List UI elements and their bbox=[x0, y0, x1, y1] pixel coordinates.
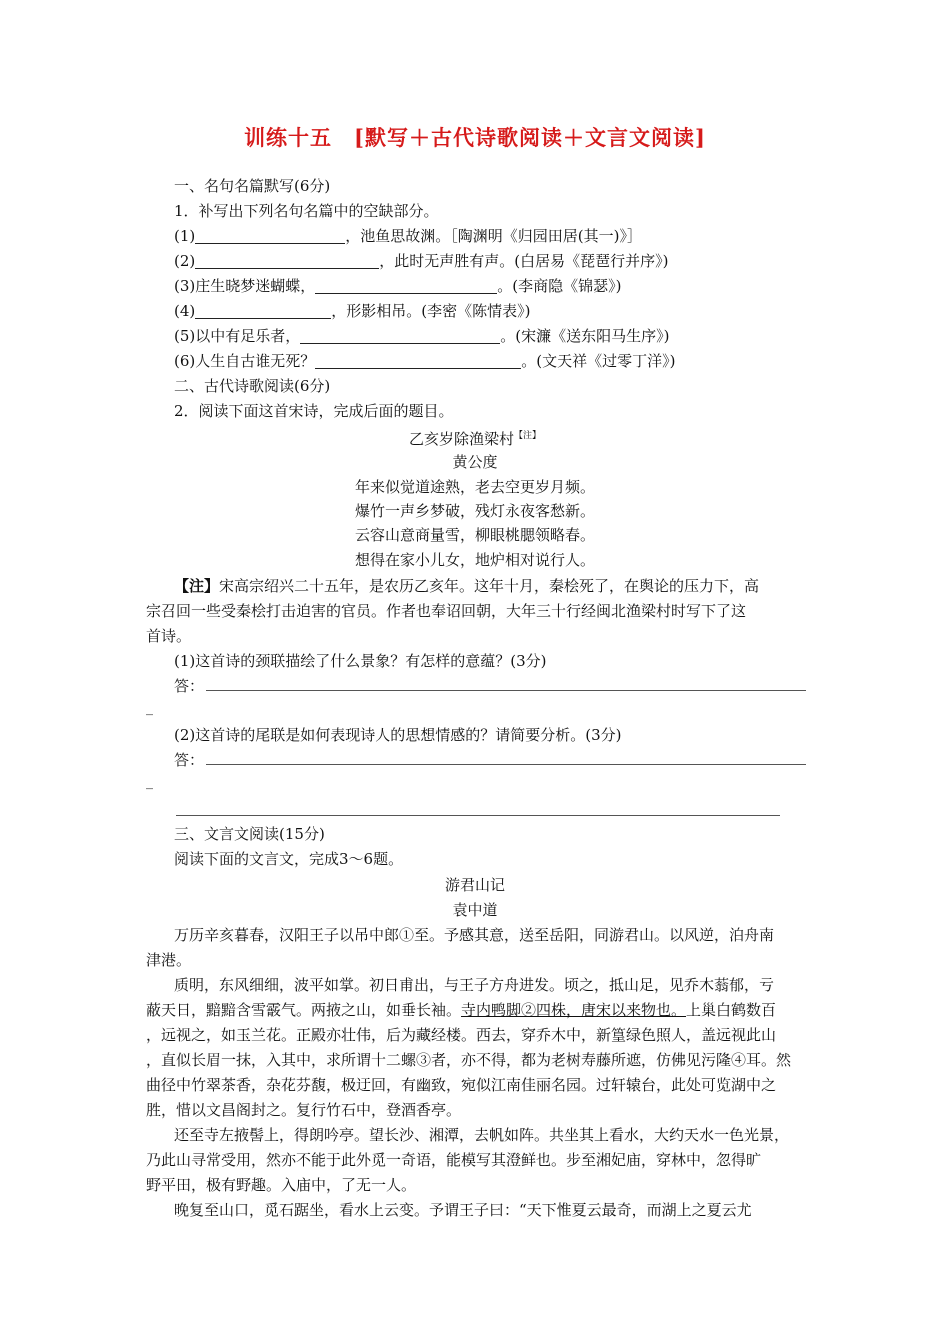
fill-blank-3[interactable] bbox=[315, 278, 497, 294]
poem-author: 黄公度 bbox=[452, 453, 498, 471]
fill-item-2-post: ，此时无声胜有声。(白居易《琵琶行并序》) bbox=[379, 252, 669, 270]
para-4-line-1: 晚复至山口，觅石踞坐，看水上云变。予谓王子曰：“天下惟夏云最奇，而湖上之夏云尤 bbox=[174, 1201, 752, 1219]
poem-title-text: 乙亥岁除渔梁村 bbox=[408, 430, 514, 448]
underlined-sentence: 寺内鸭脚②四株，唐宋以来物也。 bbox=[461, 1001, 687, 1019]
answer-line-2[interactable] bbox=[206, 764, 806, 765]
sub-question-1: (1)这首诗的颈联描绘了什么景象？有怎样的意蕴？(3分) bbox=[174, 652, 547, 670]
page-title: 训练十五 [默写＋古代诗歌阅读＋文言文阅读] bbox=[244, 125, 706, 150]
poem-line-1: 年来似觉道途熟，老去空更岁月频。 bbox=[354, 478, 595, 496]
para-2-line-1: 质明，东风细细，波平如掌。初日甫出，与王子方舟进发。顷之，抵山足，见乔木蓊郁，亏 bbox=[174, 976, 775, 994]
fill-item-4-pre: (4) bbox=[174, 302, 196, 320]
fill-item-3-pre: (3)庄生晓梦迷蝴蝶， bbox=[174, 277, 316, 295]
fill-blank-1[interactable] bbox=[195, 228, 345, 244]
para-2-line-3: ，远视之，如玉兰花。正殿亦壮伟，后为藏经楼。西去，穿乔木中，新篁绿色照人，盖远视此山 bbox=[146, 1026, 777, 1044]
poem-line-3: 云容山意商量雪，柳眼桃腮领略春。 bbox=[354, 526, 595, 544]
para-3-line-3: 野平田，极有野趣。入庙中，了无一人。 bbox=[146, 1176, 417, 1194]
answer-label-1: 答： bbox=[174, 677, 205, 695]
note-label: 【注】 bbox=[174, 577, 220, 595]
para-1-line-2: 津港。 bbox=[146, 951, 192, 969]
fill-item-4 bbox=[174, 300, 530, 322]
poem-note-line-3: 首诗。 bbox=[146, 627, 192, 645]
fill-item-2 bbox=[174, 250, 668, 272]
essay-author: 袁中道 bbox=[452, 901, 498, 919]
poem-note-mark: 【注】 bbox=[514, 431, 542, 441]
answer-dash-2: _ bbox=[146, 774, 153, 790]
para-1-line-1: 万历辛亥暮春，汉阳王子以吊中郎①至。予感其意，送至岳阳，同游君山。以风逆，泊舟南 bbox=[174, 926, 775, 944]
poem-note-line-1 bbox=[146, 575, 759, 597]
answer-label-2: 答： bbox=[174, 751, 205, 769]
fill-item-1 bbox=[174, 225, 642, 247]
fill-item-6 bbox=[174, 350, 675, 372]
essay-title: 游君山记 bbox=[444, 876, 505, 894]
poem-line-2: 爆竹一声乡梦破，残灯永夜客愁新。 bbox=[354, 502, 595, 520]
section-1-heading: 一、名句名篇默写(6分) bbox=[174, 177, 331, 195]
fill-item-5-pre: (5)以中有足乐者， bbox=[174, 327, 301, 345]
fill-item-1-post: ，池鱼思故渊。［陶渊明《归园田居(其一)》］ bbox=[345, 227, 642, 245]
para-3-line-2: 乃此山寻常受用，然亦不能于此外觅一奇语，能模写其澄鲜也。步至湘妃庙，穿林中，忽得旷 bbox=[146, 1151, 762, 1169]
para-2-line-4: ，直似长眉一抹，入其中，求所谓十二螺③者，亦不得，都为老树寿藤所遮，仿佛见污隆④耳。然 bbox=[146, 1051, 792, 1069]
answer-line-3[interactable] bbox=[176, 815, 780, 816]
fill-item-5-post: 。(宋濂《送东阳马生序》) bbox=[500, 327, 670, 345]
answer-dash-1: _ bbox=[146, 700, 153, 716]
fill-blank-6[interactable] bbox=[315, 353, 521, 369]
question-2-prompt: 2．阅读下面这首宋诗，完成后面的题目。 bbox=[174, 402, 454, 420]
section-2-heading: 二、古代诗歌阅读(6分) bbox=[174, 377, 331, 395]
note-text-1: 宋高宗绍兴二十五年，是农历乙亥年。这年十月，秦桧死了，在舆论的压力下，高 bbox=[219, 577, 760, 595]
fill-blank-5[interactable] bbox=[300, 328, 500, 344]
para-2-text-a: 蔽天日，黯黯含雪霰气。两掖之山，如垂长袖。 bbox=[146, 1001, 462, 1019]
fill-blank-2[interactable] bbox=[195, 253, 379, 269]
fill-item-6-post: 。(文天祥《过零丁洋》) bbox=[521, 352, 676, 370]
question-1-prompt: 1．补写出下列名句名篇中的空缺部分。 bbox=[174, 202, 439, 220]
para-2-text-b: 上巢白鹤数百 bbox=[686, 1001, 777, 1019]
poem-title bbox=[0, 425, 950, 450]
fill-item-3 bbox=[174, 275, 621, 297]
fill-item-2-pre: (2) bbox=[174, 252, 196, 270]
para-2-line-6: 胜，惜以文昌阁封之。复行竹石中，登酒香亭。 bbox=[146, 1101, 462, 1119]
fill-item-4-post: ，形影相吊。(李密《陈情表》) bbox=[331, 302, 531, 320]
fill-item-5 bbox=[174, 325, 669, 347]
para-3-line-1: 还至寺左掖髻上，得朗吟亭。望长沙、湘潭，去帆如阵。共坐其上看水，大约天水一色光景， bbox=[174, 1126, 790, 1144]
fill-item-1-pre: (1) bbox=[174, 227, 196, 245]
fill-item-3-post: 。(李商隐《锦瑟》) bbox=[497, 277, 622, 295]
poem-note-line-2: 宗召回一些受秦桧打击迫害的官员。作者也奉诏回朝，大年三十行经闽北渔梁村时写下了这 bbox=[146, 602, 747, 620]
sub-question-2: (2)这首诗的尾联是如何表现诗人的思想情感的？请简要分析。(3分) bbox=[174, 726, 622, 744]
para-2-line-5: 曲径中竹翠茶香，杂花芬馥，极迂回，有幽致，宛似江南佳丽名园。过轩辕台，此处可览湖中之 bbox=[146, 1076, 777, 1094]
fill-item-6-pre: (6)人生自古谁无死？ bbox=[174, 352, 316, 370]
para-2-line-2 bbox=[146, 999, 776, 1021]
poem-line-4: 想得在家小儿女，地炉相对说行人。 bbox=[354, 551, 595, 569]
answer-line-1[interactable] bbox=[206, 690, 806, 691]
section-3-heading: 三、文言文阅读(15分) bbox=[174, 825, 325, 843]
section-3-intro: 阅读下面的文言文，完成3～6题。 bbox=[174, 850, 404, 868]
fill-blank-4[interactable] bbox=[195, 303, 331, 319]
